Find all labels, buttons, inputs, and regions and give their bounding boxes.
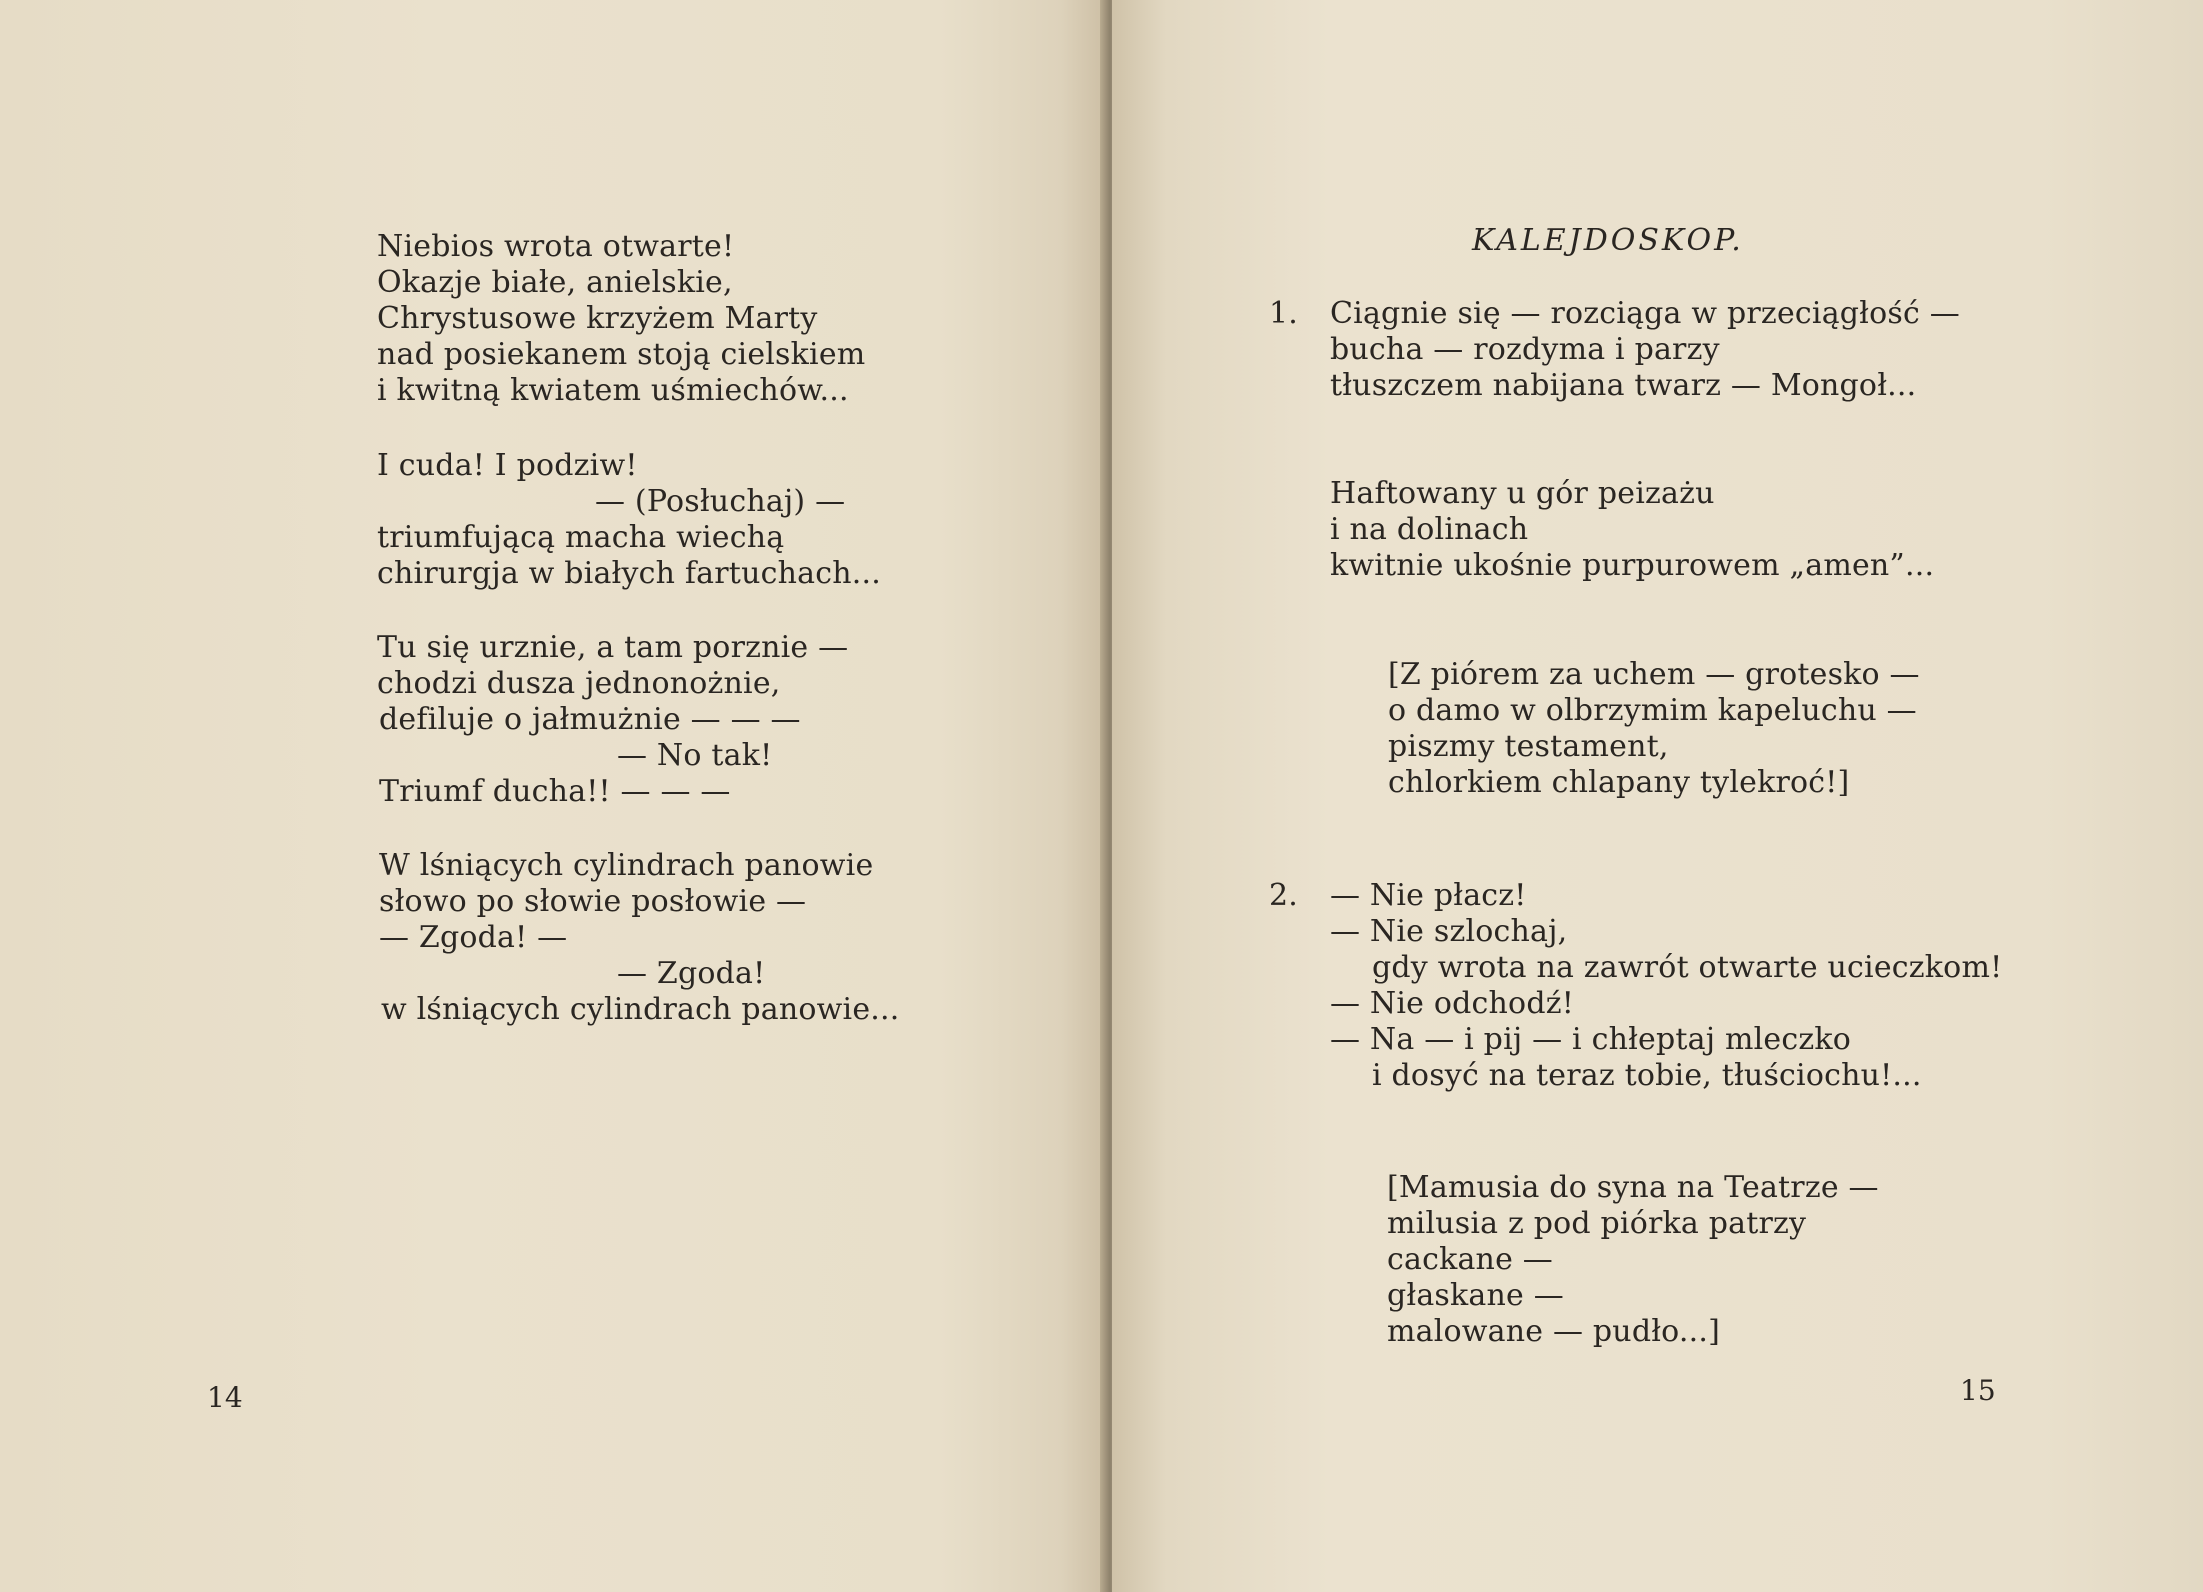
- section-number: 2.: [1269, 878, 1299, 913]
- poem-line: słowo po słowie posłowie —: [379, 884, 807, 919]
- poem-line: chlorkiem chlapany tylekroć!]: [1388, 765, 1850, 800]
- poem-line: Triumf ducha!! — — —: [379, 774, 731, 809]
- poem-line: — Nie odchodź!: [1330, 986, 1574, 1021]
- page-number: 15: [1960, 1374, 1996, 1407]
- poem-line: gdy wrota na zawrót otwarte ucieczkom!: [1372, 950, 2003, 985]
- poem-line: Haftowany u gór peizażu: [1330, 476, 1715, 511]
- poem-line: i na dolinach: [1330, 512, 1529, 547]
- poem-line: [Z piórem za uchem — grotesko —: [1388, 657, 1920, 692]
- poem-line: milusia z pod piórka patrzy: [1387, 1206, 1807, 1241]
- poem-line: Chrystusowe krzyżem Marty: [377, 301, 818, 336]
- poem-line: I cuda! I podziw!: [377, 448, 638, 483]
- poem-line: — No tak!: [617, 738, 773, 773]
- poem-line: bucha — rozdyma i parzy: [1330, 332, 1720, 367]
- poem-line: Okazje białe, anielskie,: [377, 265, 733, 300]
- poem-title: KALEJDOSKOP.: [1472, 223, 1744, 258]
- poem-line: triumfującą macha wiechą: [377, 520, 785, 555]
- poem-line: nad posiekanem stoją cielskiem: [377, 337, 866, 372]
- poem-line: Ciągnie się — rozciąga w przeciągłość —: [1330, 296, 1960, 331]
- poem-line: głaskane —: [1387, 1278, 1564, 1313]
- right-page: [1112, 0, 2203, 1592]
- poem-line: — (Posłuchaj) —: [595, 484, 846, 519]
- poem-line: — Na — i pij — i chłeptaj mleczko: [1330, 1022, 1852, 1057]
- poem-line: chodzi dusza jednonożnie,: [377, 666, 781, 701]
- poem-line: kwitnie ukośnie purpurowem „amen”...: [1330, 548, 1935, 583]
- poem-line: cackane —: [1387, 1242, 1553, 1277]
- poem-line: i kwitną kwiatem uśmiechów...: [377, 373, 849, 408]
- poem-line: o damo w olbrzymim kapeluchu —: [1388, 693, 1917, 728]
- poem-line: defiluje o jałmużnie — — —: [379, 702, 801, 737]
- poem-line: chirurgja w białych fartuchach...: [377, 556, 881, 591]
- poem-line: — Nie szlochaj,: [1330, 914, 1568, 949]
- poem-line: tłuszczem nabijana twarz — Mongoł...: [1330, 368, 1917, 403]
- poem-line: piszmy testament,: [1388, 729, 1669, 764]
- poem-line: i dosyć na teraz tobie, tłuściochu!...: [1372, 1058, 1922, 1093]
- poem-line: W lśniących cylindrach panowie: [379, 848, 874, 883]
- poem-line: — Nie płacz!: [1330, 878, 1527, 913]
- poem-line: Tu się urznie, a tam porznie —: [377, 630, 849, 665]
- poem-line: — Zgoda! —: [379, 920, 568, 955]
- poem-line: malowane — pudło...]: [1387, 1314, 1721, 1349]
- poem-line: Niebios wrota otwarte!: [377, 229, 735, 264]
- section-number: 1.: [1269, 296, 1299, 331]
- poem-line: w lśniących cylindrach panowie...: [381, 992, 900, 1027]
- poem-line: — Zgoda!: [617, 956, 766, 991]
- page-number: 14: [207, 1381, 243, 1414]
- poem-line: [Mamusia do syna na Teatrze —: [1387, 1170, 1879, 1205]
